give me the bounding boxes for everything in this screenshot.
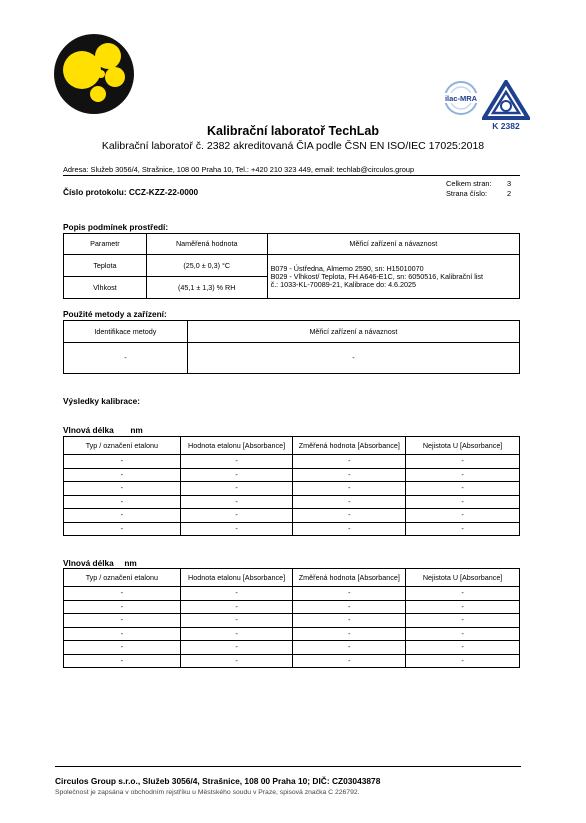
table-cell: - (293, 522, 406, 536)
table-cell: - (293, 600, 406, 614)
table-cell: - (180, 654, 293, 668)
table-cell: - (64, 522, 181, 536)
lab-title: Kalibrační laboratoř TechLab (206, 124, 380, 138)
wavelength-unit: nm (130, 425, 143, 435)
table-cell: - (406, 468, 520, 482)
protocol-number: Číslo protokolu: CCZ-KZZ-22-0000 (63, 187, 199, 197)
table-header: Měřicí zařízení a návaznost (267, 234, 519, 255)
table-header: Naměřená hodnota (146, 234, 267, 255)
table-header: Hodnota etalonu [Absorbance] (180, 437, 293, 455)
table-header: Nejistota U [Absorbance] (406, 569, 520, 587)
methods-section-title: Použité metody a zařízení: (63, 309, 167, 319)
table-cell: - (293, 495, 406, 509)
results-section-title: Výsledky kalibrace: (63, 396, 141, 406)
environment-table (63, 233, 520, 299)
header-divider (63, 175, 520, 176)
table-row (64, 509, 520, 523)
accreditation-number: K 2382 (492, 121, 520, 131)
table-cell: - (64, 627, 181, 641)
table-row (64, 627, 520, 641)
equipment-line: B079 - Ústředna, Almemo 2590, sn: H15010070 (270, 263, 424, 273)
results-table-2 (63, 568, 520, 668)
methods-header-row (64, 321, 520, 343)
table-row (64, 587, 520, 601)
table-row (64, 495, 520, 509)
footer-registration: Společnost je zapsána v obchodním rejstříku u Městského soudu v Praze, spisová značka C 226792. (55, 789, 360, 796)
total-pages-label: Celkem stran: (446, 179, 492, 188)
table-cell: - (406, 641, 520, 655)
table-row (64, 455, 520, 469)
circulos-logo (53, 33, 135, 115)
table-cell: Vlhkost (64, 277, 147, 299)
results-table-1 (63, 436, 520, 536)
table-cell: - (293, 587, 406, 601)
environment-section-title: Popis podmínek prostředí: (63, 222, 169, 232)
table-cell: - (180, 482, 293, 496)
table-cell: - (406, 600, 520, 614)
table-cell: - (64, 482, 181, 496)
table-row (64, 641, 520, 655)
ilac-mra-logo (440, 80, 482, 118)
table-cell: - (180, 587, 293, 601)
table-cell: - (293, 482, 406, 496)
table-cell: - (180, 495, 293, 509)
page-info (446, 179, 512, 199)
table-cell: - (64, 587, 181, 601)
table-cell: (25,0 ± 0,3) °C (146, 255, 267, 277)
wavelength-label: Vlnová délka (63, 558, 114, 568)
table-cell: - (293, 509, 406, 523)
table-cell: - (64, 600, 181, 614)
table-row (64, 522, 520, 536)
table-header: Změřená hodnota [Absorbance] (293, 569, 406, 587)
table-cell: - (64, 614, 181, 628)
table-cell: - (406, 614, 520, 628)
table-cell: - (180, 522, 293, 536)
table-header: Typ / označení etalonu (64, 569, 181, 587)
lab-address: Adresa: Služeb 3056/4, Strašnice, 108 00 Praha 10, Tel.: +420 210 323 449, email: techlab@circulos.group (63, 165, 415, 174)
table-header: Typ / označení etalonu (64, 437, 181, 455)
table-cell: - (180, 455, 293, 469)
wavelength-heading (63, 558, 137, 568)
table-row (64, 468, 520, 482)
table-cell: - (406, 627, 520, 641)
lab-subtitle: Kalibrační laboratoř č. 2382 akreditovaná ČIA podle ČSN EN ISO/IEC 17025:2018 (101, 140, 485, 152)
table-row (64, 255, 520, 277)
table-cell: - (293, 654, 406, 668)
table-cell: - (293, 641, 406, 655)
methods-table (63, 320, 520, 374)
table-cell: - (293, 468, 406, 482)
equipment-line: č.: 1033-KL-70089-21, Kalibrace do: 4.6.2025 (270, 279, 417, 289)
table-cell: - (180, 614, 293, 628)
footer-divider (55, 766, 521, 767)
table-cell: - (64, 509, 181, 523)
table-cell: (45,1 ± 1,3) % RH (146, 277, 267, 299)
equipment-line: B029 - Vlhkost/ Teplota, FH A646-E1C, sn: 6050516, Kalibrační list (270, 271, 484, 281)
table-cell: - (406, 509, 520, 523)
wavelength-label: Vlnová délka (63, 425, 114, 435)
environment-equipment-cell (267, 255, 519, 299)
wavelength-unit: nm (124, 558, 137, 568)
table-row (64, 614, 520, 628)
results-header-row (64, 437, 520, 455)
table-cell: - (180, 641, 293, 655)
table-row (64, 482, 520, 496)
table-header: Měřicí zařízení a návaznost (187, 321, 519, 343)
table-cell: - (293, 627, 406, 641)
table-cell: - (64, 468, 181, 482)
footer-company: Circulos Group s.r.o., Služeb 3056/4, Strašnice, 108 00 Praha 10; DIČ: CZ03043878 (55, 776, 381, 786)
table-cell: - (406, 455, 520, 469)
table-cell: - (64, 343, 188, 374)
table-cell: - (180, 627, 293, 641)
table-cell: - (180, 600, 293, 614)
results-header-row (64, 569, 520, 587)
table-cell: - (406, 587, 520, 601)
table-header: Parametr (64, 234, 147, 255)
table-cell: - (406, 522, 520, 536)
table-cell: - (64, 654, 181, 668)
table-cell: - (64, 641, 181, 655)
ilac-label: ilac-MRA (444, 94, 478, 103)
table-header: Změřená hodnota [Absorbance] (293, 437, 406, 455)
page-number-label: Strana číslo: (446, 189, 488, 198)
page-number-value: 2 (507, 189, 512, 198)
wavelength-heading (63, 425, 143, 435)
table-header: Identifikace metody (64, 321, 188, 343)
total-pages-value: 3 (507, 179, 512, 188)
table-row (64, 600, 520, 614)
table-header: Hodnota etalonu [Absorbance] (180, 569, 293, 587)
table-cell: - (293, 455, 406, 469)
table-cell: - (64, 495, 181, 509)
table-header: Nejistota U [Absorbance] (406, 437, 520, 455)
table-row (64, 654, 520, 668)
table-cell: - (180, 468, 293, 482)
table-cell: - (187, 343, 519, 374)
table-cell: - (293, 614, 406, 628)
table-cell: Teplota (64, 255, 147, 277)
table-cell: - (406, 495, 520, 509)
table-cell: - (64, 455, 181, 469)
environment-header-row (64, 234, 520, 255)
table-cell: - (180, 509, 293, 523)
table-cell: - (406, 482, 520, 496)
table-row (64, 343, 520, 374)
table-cell: - (406, 654, 520, 668)
